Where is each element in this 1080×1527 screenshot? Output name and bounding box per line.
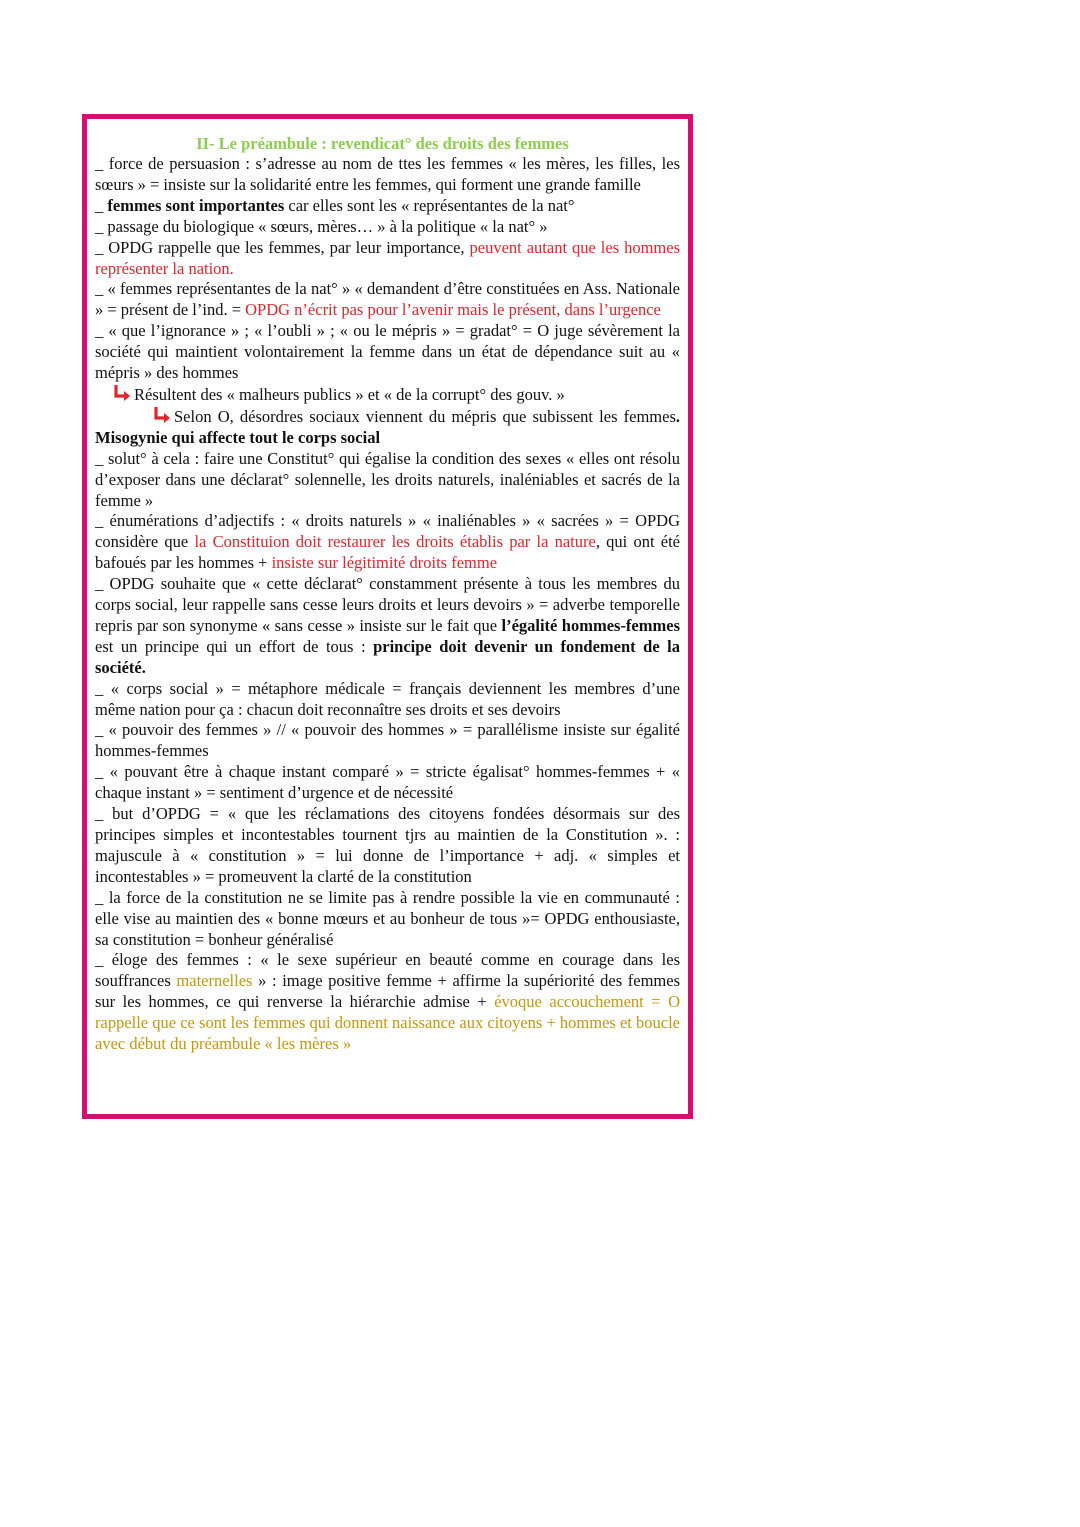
- bold-phrase: l’égalité hommes-femmes: [501, 615, 680, 635]
- note-desordres-sociaux: Selon O, désordres sociaux viennent du mépris que subissent les femmes. Misogynie qui affecte tout le corps social: [95, 406, 680, 447]
- note-biologique-politique: _ passage du biologique « sœurs, mères… » à la politique « la nat° »: [95, 216, 548, 236]
- red-phrase: la Constituion doit restaurer les droits établis par la nature: [194, 532, 596, 552]
- red-phrase: peuvent autant que les hommes représenter la nation.: [95, 237, 680, 278]
- red-phrase: insiste sur légitimité droits femme: [271, 553, 498, 573]
- note-solution-constitution: _ solut° à cela : faire une Constitut° qui égalise la condition des sexes « elles ont résolu d’exposer dans une déclarat° solennelle, les droits naturels, inaléniables et sacrés de la femme »: [95, 448, 680, 510]
- note-chaque-instant: _ « pouvant être à chaque instant comparé » = stricte égalisat° hommes-femmes + « chaque instant » = sentiment d’urgence et de nécessité: [95, 762, 680, 803]
- note-but-opdg: _ but d’OPDG = « que les réclamations des citoyens fondées désormais sur des principes simples et incontestables tournent tjrs au maintien de la Constitution ». : majuscule à « constitution » = lui donne de l’importance + adj. « simples et incontestables » = promeuvent la clarté de la constitution: [95, 804, 680, 886]
- gold-phrase: maternelles: [176, 971, 253, 991]
- gold-phrase: évoque accouchement = O rappelle que ce sont les femmes qui donnent naissance aux citoyens + hommes et boucle avec début du préambule « les mères »: [95, 992, 680, 1054]
- note-enumerations: _ énumérations d’adjectifs : « droits naturels » « inaliénables » « sacrées » = OPDG considère que la Constituion doit restaurer les droits établis par la nature, qui ont été bafoués par les hommes + insiste sur légitimité droits femme: [95, 511, 680, 573]
- note-eloge-femmes: _ éloge des femmes : « le sexe supérieur en beauté comme en courage dans les souffrances maternelles » : image positive femme + affirme la supériorité des femmes sur les hommes, ce qui renverse la hiérarchie admise + évoque accouchement = O rappelle que ce sont les femmes qui donnent naissance aux citoyens + hommes et boucle avec début du préambule « les mères »: [95, 950, 681, 1054]
- note-parallelisme: _ « pouvoir des femmes » // « pouvoir des hommes » = parallélisme insiste sur égalité hommes-femmes: [95, 720, 680, 761]
- red-phrase: OPDG n’écrit pas pour l’avenir mais le présent, dans l’urgence: [245, 300, 661, 320]
- note-malheurs-publics: Résultent des « malheurs publics » et « de la corrupt° des gouv. »: [95, 384, 680, 406]
- note-femmes-importantes: _ femmes sont importantes car elles sont les « représentantes de la nat°: [95, 195, 575, 215]
- note-rappel-importance: _ OPDG rappelle que les femmes, par leur importance, peuvent autant que les hommes représenter la nation.: [95, 237, 680, 278]
- bold-phrase: principe doit devenir un fondement de la société.: [95, 636, 680, 677]
- section-title: II- Le préambule : revendicat° des droits des femmes: [196, 134, 569, 153]
- arrow-down-right-icon: [153, 406, 171, 424]
- note-force-constitution: _ la force de la constitution ne se limite pas à rendre possible la vie en communauté : elle vise au maintien des « bonne mœurs et au bonheur de tous »= OPDG enthousiaste, sa constitution = bonheur généralisé: [95, 887, 680, 949]
- note-gradation: _ « que l’ignorance » ; « l’oubli » ; « ou le mépris » = gradat° = O juge sévèrement la société qui maintient volontairement la femme dans un état de dépendance suit au « mépris » des hommes: [95, 321, 680, 383]
- notes-frame: [82, 114, 693, 1119]
- note-persuasion: _ force de persuasion : s’adresse au nom de ttes les femmes « les mères, les filles, les sœurs » = insiste sur la solidarité entre les femmes, qui forment une grande famille: [95, 154, 680, 194]
- note-declaration-presente: _ OPDG souhaite que « cette déclarat° constamment présente à tous les membres du corps social, leur rappelle sans cesse leurs droits et leurs devoirs » = adverbe temporelle repris par son synonyme « sans cesse » insiste sur le fait que l’égalité hommes-femmes est un principe qui un effort de tous : principe doit devenir un fondement de la société.: [95, 574, 680, 677]
- bold-phrase: . Misogynie qui affecte tout le corps social: [95, 406, 680, 447]
- arrow-down-right-icon: [113, 384, 131, 402]
- note-present-urgence: _ « femmes représentantes de la nat° » « demandent d’être constituées en Ass. Nationale » = présent de l’ind. = OPDG n’écrit pas pour l’avenir mais le présent, dans l’urgence: [95, 279, 680, 320]
- bold-phrase: femmes sont importantes: [107, 195, 285, 215]
- note-corps-social: _ « corps social » = métaphore médicale = français deviennent les membres d’une même nation pour ça : chacun doit reconnaître ses droits et ses devoirs: [95, 678, 680, 719]
